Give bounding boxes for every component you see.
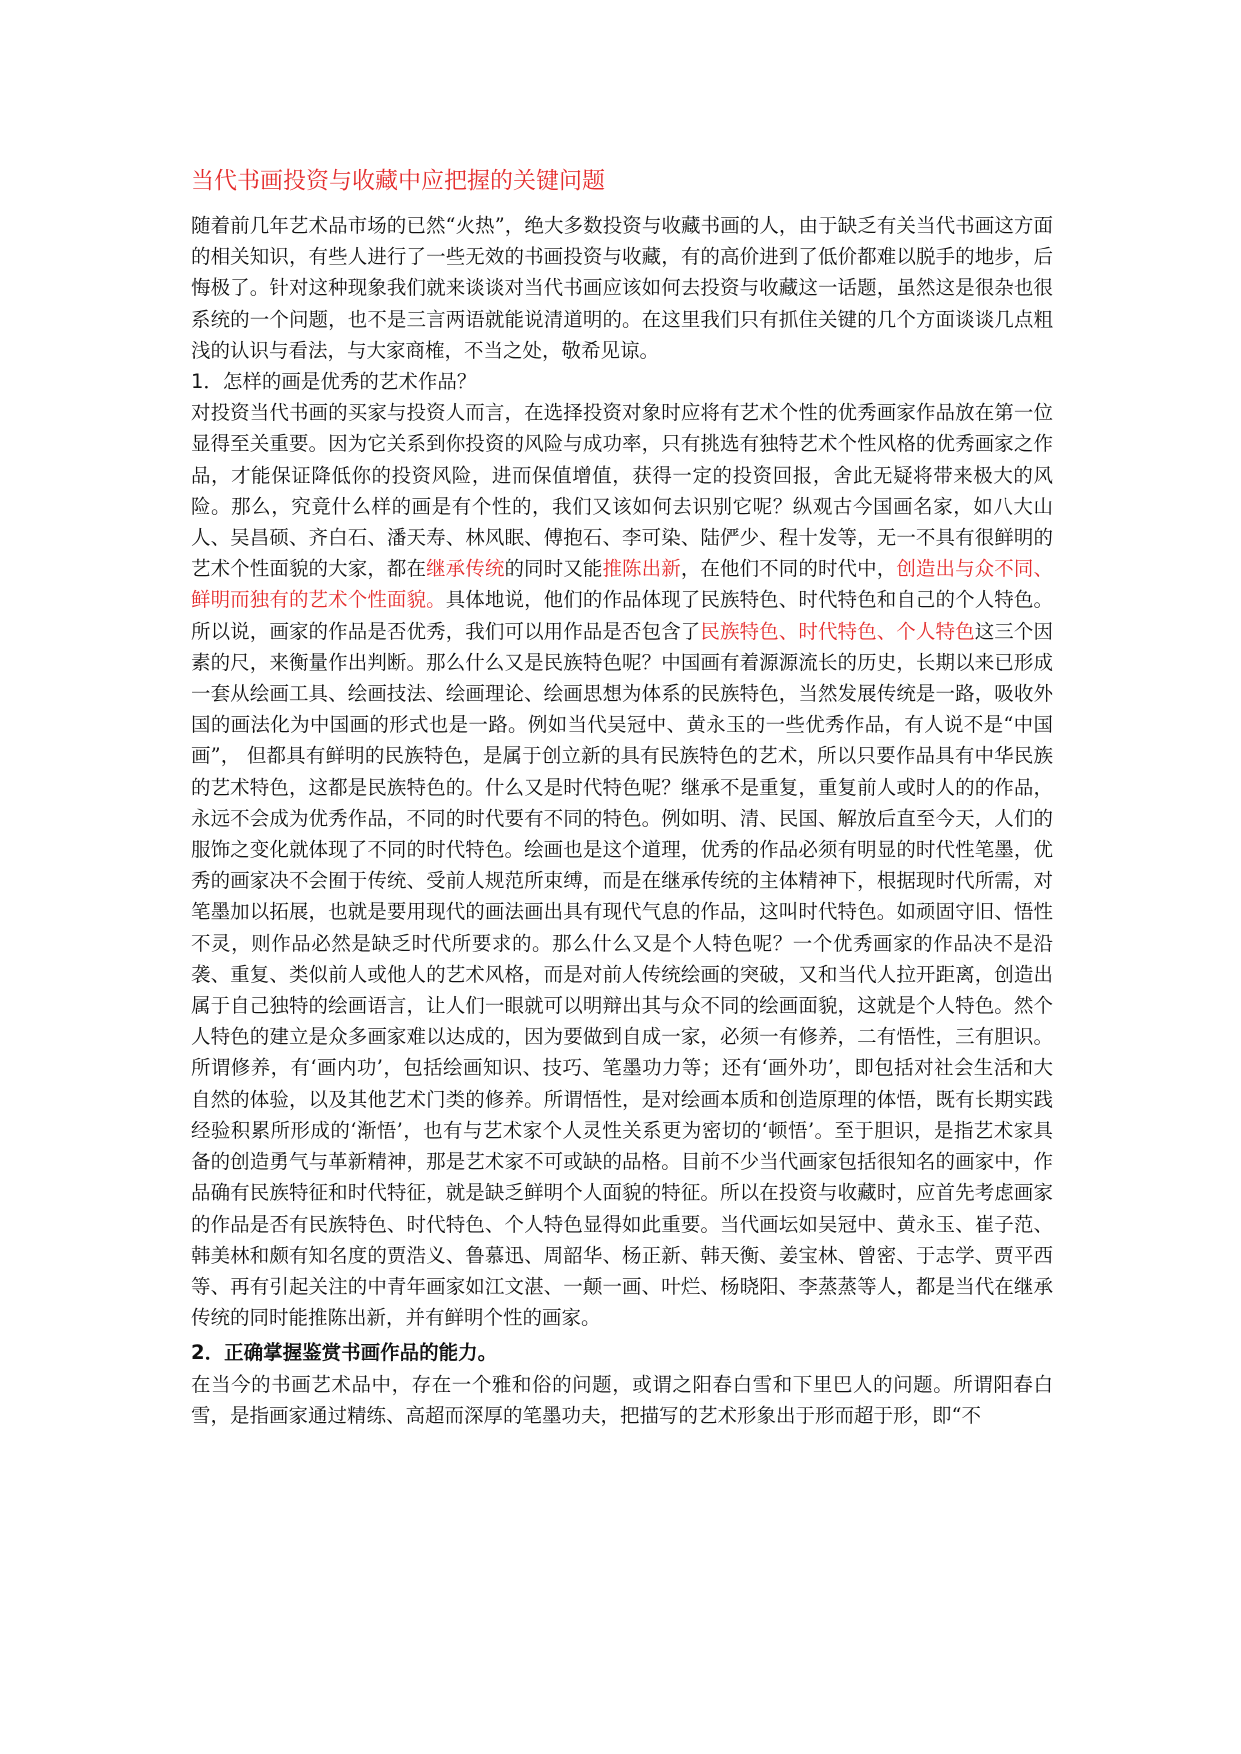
section-1-text-part-1: 对投资当代书画的买家与投资人而言，在选择投资对象时应将有艺术个性的优秀画家作品放在第一位显得至关重要。因为它关系到你投资的风险与成功率，只有挑选有独特艺术个性风格的优秀画家之作品，才能保证降低你的投资风险，进而保值增值，获得一定的投资回报，舍此无疑将带来极大的风险。那么，究竟什么样的画是有个性的，我们又该如何去识别它呢？纵观古今国画名家，如八大山人、吴昌硕、齐白石、潘天寿、林风眠、傅抱石、李可染、陆俨少、程十发等，无一不具有很鲜明的艺术个性面貌的大家，都在: [191, 401, 1053, 581]
highlight-innovation: 推陈出新: [602, 557, 681, 581]
section-2-heading: 2．正确掌握鉴赏书画作品的能力。: [191, 1341, 498, 1365]
section-2-paragraph: 在当今的书画艺术品中，存在一个雅和俗的问题，或谓之阳春白雪和下里巴人的问题。所谓阳春白雪，是指画家通过精练、高超而深厚的笔墨功夫，把描写的艺术形象出于形而超于形，即“不: [191, 1372, 1053, 1427]
intro-paragraph: 随着前几年艺术品市场的已然“火热”，绝大多数投资与收藏书画的人，由于缺乏有关当代书画这方面的相关知识，有些人进行了一些无效的书画投资与收藏，有的高价进到了低价都难以脱手的地步，后悔极了。针对这种现象我们就来谈谈对当代书画应该如何去投资与收藏这一话题，虽然这是很杂也很系统的一个问题，也不是三言两语就能说清道明的。在这里我们只有抓住关键的几个方面谈谈几点粗浅的认识与看法，与大家商榷，不当之处，敬希见谅。: [191, 214, 1053, 362]
highlight-three-traits: 民族特色、时代特色、个人特色: [700, 619, 975, 643]
section-1-text-part-4: 具体地说，他们的作品体现了民族特色、时代特色和自己的个人特色。所以说，画家的作品是否优秀，我们可以用作品是否包含了: [191, 588, 1053, 643]
section-1-paragraph: [191, 397, 1053, 1333]
section-1-heading: 1．怎样的画是优秀的艺术作品？: [191, 370, 477, 394]
section-1-text-part-5: 这三个因素的尺，来衡量作出判断。那么什么又是民族特色呢？中国画有着源源流长的历史，长期以来已形成一套从绘画工具、绘画技法、绘画理论、绘画思想为体系的民族特色，当然发展传统是一路，吸收外国的画法化为中国画的形式也是一路。例如当代吴冠中、黄永玉的一些优秀作品，有人说不是“中国画”， 但都具有鲜明的民族特色，是属于创立新的具有民族特色的艺术，所以只要作品具有中华民族的艺术特色，这都是民族特色的。什么又是时代特色呢？继承不是重复，重复前人或时人的的作品，永远不会成为优秀作品，不同的时代要有不同的特色。例如明、清、民国、解放后直至今天，人们的服饰之变化就体现了不同的时代特色。绘画也是这个道理，优秀的作品必须有明显的时代性笔墨，优秀的画家决不会囿于传统、受前人规范所束缚，而是在继承传统的主体精神下，根据现时代所需，对笔墨加以拓展，也就是要用现代的画法画出具有现代气息的作品，这叫时代特色。如顽固守旧、悟性不灵，则作品必然是缺乏时代所要求的。那么什么又是个人特色呢？一个优秀画家的作品决不是沿袭、重复、类似前人或他人的艺术风格，而是对前人传统绘画的突破，又和当代人拉开距离，创造出属于自己独特的绘画语言，让人们一眼就可以明辩出其与众不同的绘画面貌，这就是个人特色。然个人特色的建立是众多画家难以达成的，因为要做到自成一家，必须一有修养，二有悟性，三有胆识。所谓修养，有‘画内功’，包括绘画知识、技巧、笔墨功力等；还有‘画外功’，即包括对社会生活和大自然的体验，以及其他艺术门类的修养。所谓悟性，是对绘画本质和创造原理的体悟，既有长期实践经验积累所形成的‘渐悟’，也有与艺术家个人灵性关系更为密切的‘顿悟’。至于胆识，是指艺术家具备的创造勇气与革新精神，那是艺术家不可或缺的品格。目前不少当代画家包括很知名的画家中，作品确有民族特征和时代特征，就是缺乏鲜明个人面貌的特征。所以在投资与收藏时，应首先考虑画家的作品是否有民族特色、时代特色、个人特色显得如此重要。当代画坛如吴冠中、黄永玉、崔子范、韩美林和颇有知名度的贾浩义、鲁慕迅、周韶华、杨正新、韩天衡、姜宝林、曾密、于志学、贾平西等、再有引起关注的中青年画家如江文湛、一颠一画、叶烂、杨晓阳、李蒸蒸等人，都是当代在继承传统的同时能推陈出新，并有鲜明个性的画家。: [191, 619, 1053, 1330]
document-title: 当代书画投资与收藏中应把握的关键问题: [191, 168, 605, 194]
document-body: [191, 164, 1053, 1431]
highlight-inherit-tradition: 继承传统: [426, 557, 505, 581]
highlight-unique-style: 创造出与众不同、鲜明而独有的艺术个性面貌。: [191, 557, 1053, 612]
section-1-text-part-3: ，在他们不同的时代中，: [680, 557, 897, 581]
section-1-text-part-2: 的同时又能: [504, 557, 603, 581]
